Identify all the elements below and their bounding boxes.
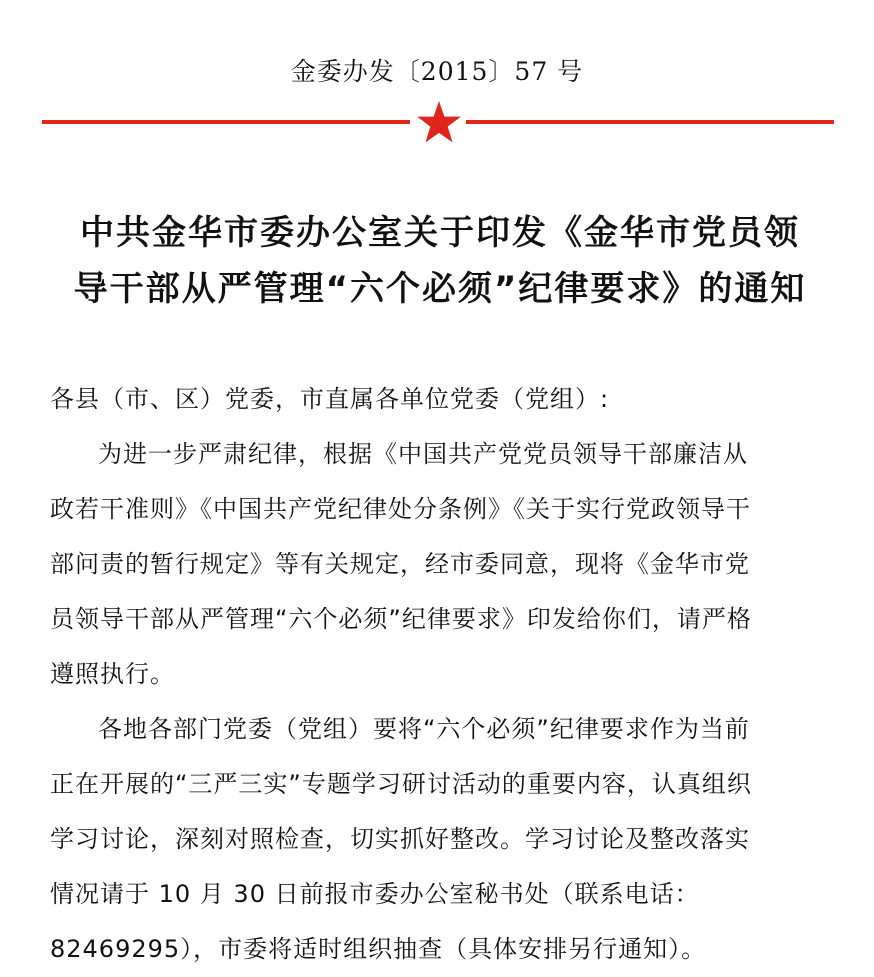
- salutation: 各县（市、区）党委，市直属各单位党委（党组）:: [50, 385, 610, 413]
- title-line-1: 中共金华市委办公室关于印发《金华市党员领: [80, 213, 800, 253]
- document-number: 金委办发〔2015〕57 号: [290, 57, 584, 86]
- red-divider-right: [466, 120, 834, 124]
- document-body: [50, 372, 842, 977]
- paragraph-2: 各地各部门党委（党组）要将“六个必须”纪律要求作为当前 正在开展的“三严三实”专题学习研讨活动的重要内容，认真组织 学习讨论，深刻对照检查，切实抓好整改。学习讨论及整改落实 情况请于 10 月 30 日前报市委办公室秘书处（联系电话： 82469295），市委将适时组织抽查（具体安排另行通知）。: [50, 715, 752, 963]
- paragraph-1: 为进一步严肃纪律，根据《中国共产党党员领导干部廉洁从 政若干准则》《中国共产党纪律处分条例》《关于实行党政领导干 部问责的暂行规定》等有关规定，经市委同意，现将《金华市党 员领导干部从严管理“六个必须”纪律要求》印发给你们，请严格 遵照执行。: [50, 440, 752, 688]
- title-line-2: 导干部从严管理“六个必须”纪律要求》的通知: [73, 269, 807, 309]
- red-divider-left: [42, 120, 410, 124]
- red-star-icon: [416, 99, 462, 145]
- document-title: [40, 205, 840, 317]
